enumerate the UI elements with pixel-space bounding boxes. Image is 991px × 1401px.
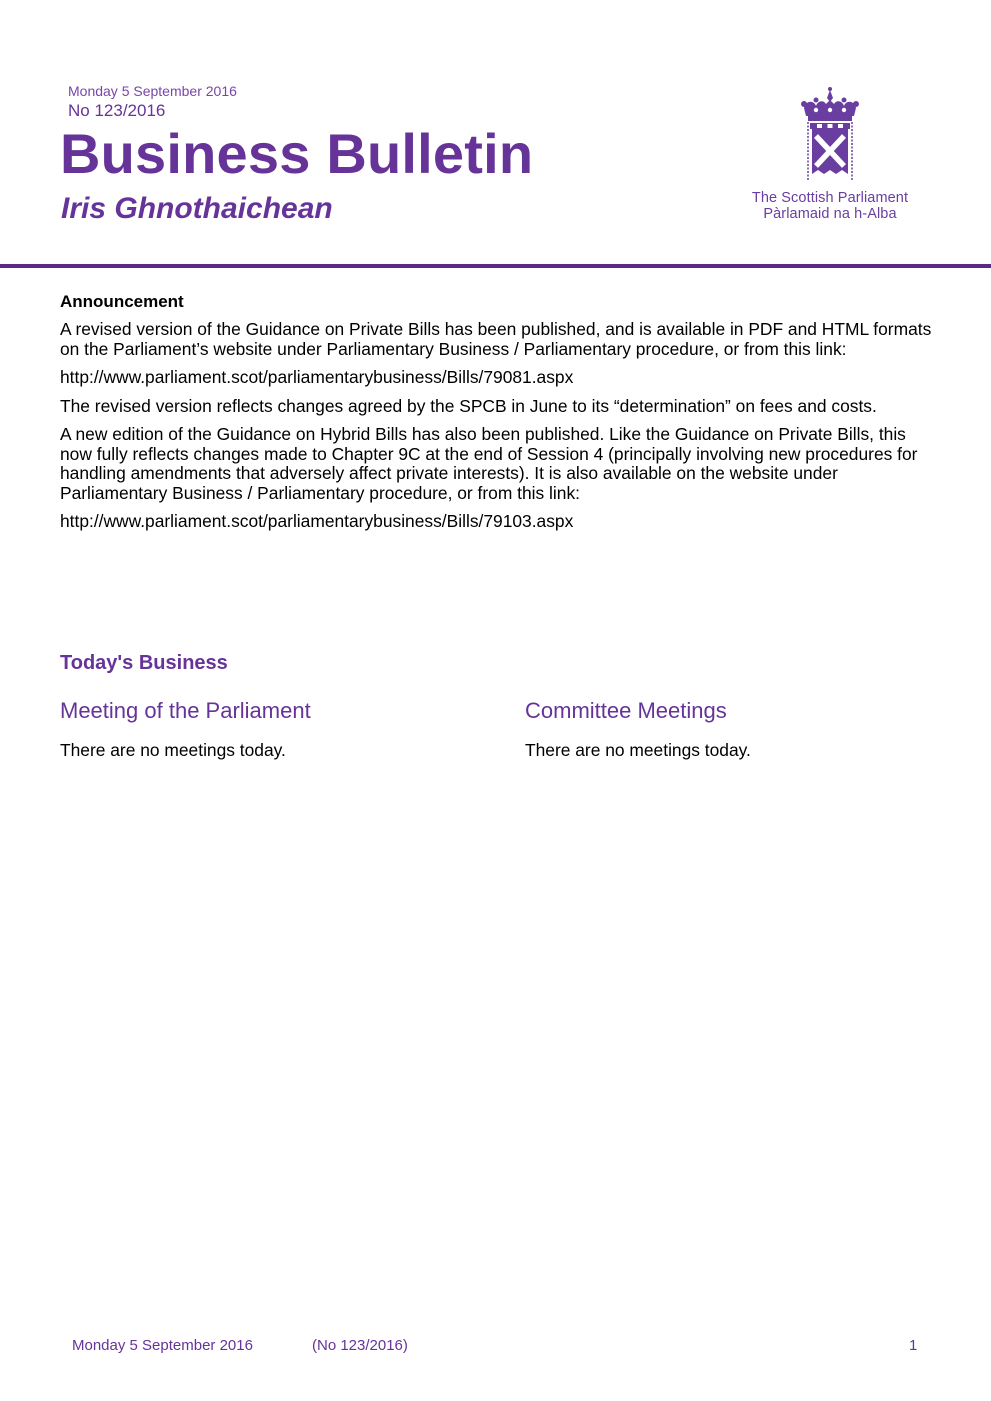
scottish-parliament-logo [740, 86, 920, 222]
committee-meetings-section [525, 698, 925, 760]
meeting-of-parliament-status: There are no meetings today. [60, 740, 286, 760]
scottish-parliament-crest-icon [798, 86, 862, 184]
footer-date: Monday 5 September 2016 [72, 1337, 253, 1354]
header-issue-number: No 123/2016 [68, 101, 166, 120]
meeting-of-parliament-heading: Meeting of the Parliament [60, 698, 311, 723]
announcement-paragraph: A revised version of the Guidance on Private Bills has been published, and is available in PDF and HTML formats on the Parliament’s website under Parliamentary Business / Parliamentary procedure, or from this link: [60, 319, 932, 359]
footer-page-number: 1 [909, 1337, 918, 1354]
committee-meetings-heading: Committee Meetings [525, 698, 727, 723]
committee-meetings-status: There are no meetings today. [525, 740, 751, 760]
header-divider [0, 264, 991, 268]
todays-business-heading: Today's Business [60, 652, 228, 674]
meeting-of-parliament-section [60, 698, 460, 760]
footer-issue-number: (No 123/2016) [312, 1337, 408, 1354]
hybrid-bills-guidance-link[interactable]: http://www.parliament.scot/parliamentarybusiness/Bills/79103.aspx [60, 511, 574, 531]
logo-text-english: The Scottish Parliament [751, 190, 909, 206]
page-title: Business Bulletin [60, 122, 534, 185]
announcement-paragraph: The revised version reflects changes agreed by the SPCB in June to its “determination” on fees and costs. [60, 395, 877, 416]
announcement-section [60, 292, 940, 541]
private-bills-guidance-link[interactable]: http://www.parliament.scot/parliamentarybusiness/Bills/79081.aspx [60, 367, 574, 387]
announcement-paragraph: A new edition of the Guidance on Hybrid Bills has also been published. Like the Guidance on Private Bills, this now fully reflects changes made to Chapter 9C at the end of Session 4 (principally involving new procedures for handling amendments that adversely affect private interests). It is also available on the website under Parliamentary Business / Parliamentary procedure, or from this link: [60, 424, 918, 503]
announcement-heading: Announcement [60, 292, 184, 311]
header-date: Monday 5 September 2016 [68, 83, 237, 99]
page-subtitle-gaelic: Iris Ghnothaichean [61, 192, 333, 225]
logo-text-gaelic: Pàrlamaid na h-Alba [763, 206, 897, 222]
